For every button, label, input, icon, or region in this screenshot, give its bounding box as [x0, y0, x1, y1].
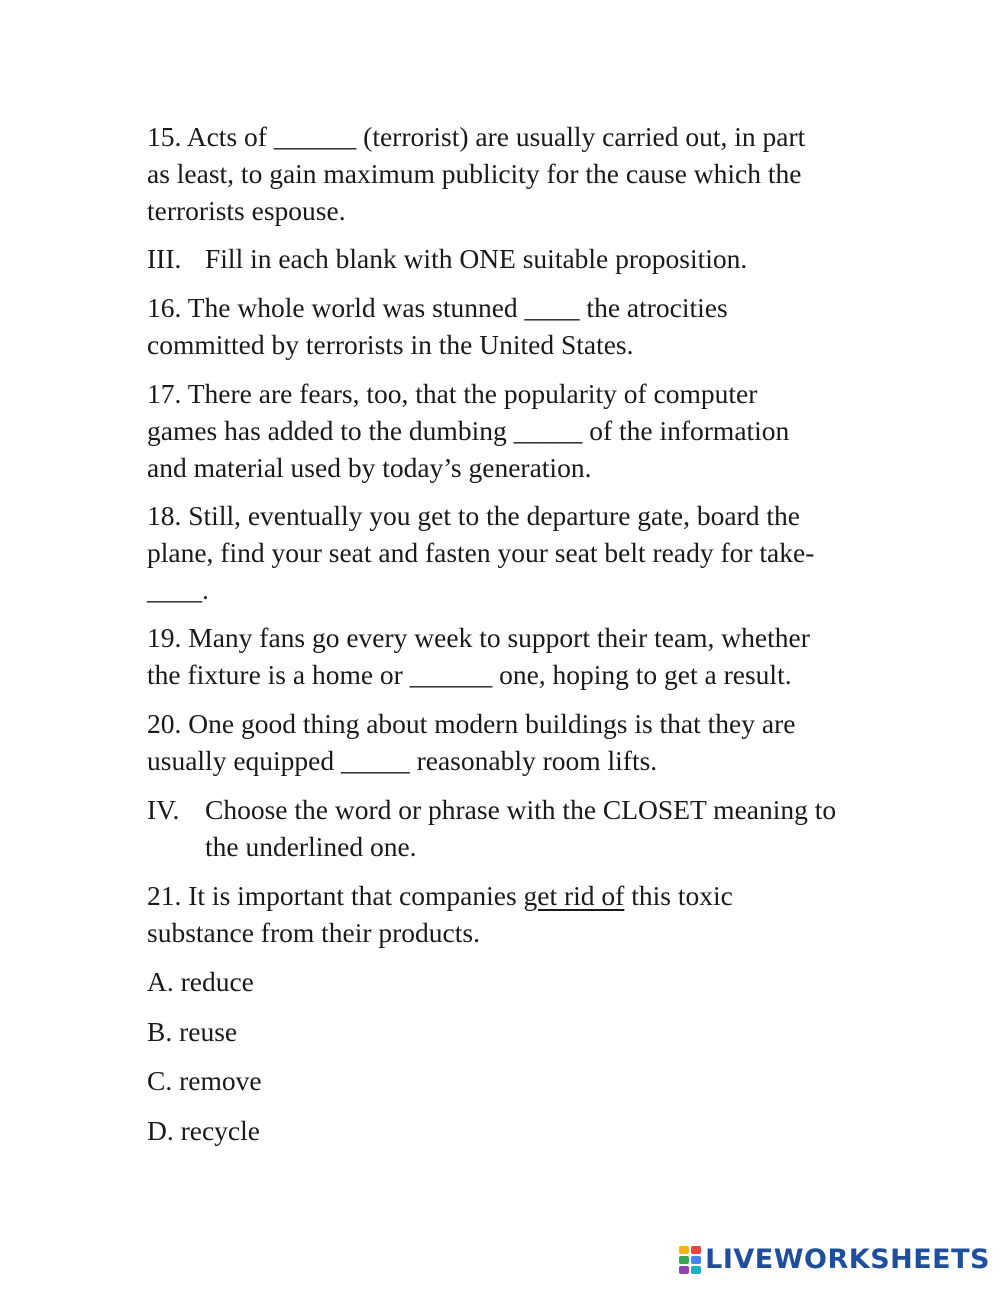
- question-17: [147, 375, 887, 486]
- question-17-line: 17. There are fears, too, that the popularity of computer: [147, 378, 758, 409]
- question-21: [147, 877, 887, 951]
- section-4-text: Choose the word or phrase with the CLOSET meaning to: [205, 794, 837, 825]
- question-15-line: as least, to gain maximum publicity for the cause which the: [147, 158, 802, 189]
- question-16: [147, 289, 887, 363]
- question-21-text: 21. It is important that companies: [147, 880, 524, 911]
- section-3-text: Fill in each blank with ONE suitable proposition.: [205, 243, 748, 274]
- question-18: [147, 497, 887, 608]
- liveworksheets-logo[interactable]: [679, 1243, 990, 1277]
- question-17-line: games has added to the dumbing _____ of the information: [147, 415, 790, 446]
- question-20: [147, 705, 887, 779]
- option-b[interactable]: B. reuse: [147, 1016, 238, 1047]
- section-4-text: the underlined one.: [205, 831, 417, 862]
- question-21-text: this toxic: [624, 880, 733, 911]
- question-16-line: committed by terrorists in the United States.: [147, 329, 634, 360]
- logo-block-icon: [679, 1256, 689, 1264]
- question-18-line: plane, find your seat and fasten your seat belt ready for take-: [147, 537, 815, 568]
- question-20-line: usually equipped _____ reasonably room lifts.: [147, 745, 658, 776]
- question-18-line: ____.: [147, 574, 209, 605]
- question-15-line: 15. Acts of ______ (terrorist) are usually carried out, in part: [147, 121, 806, 152]
- option-a[interactable]: A. reduce: [147, 966, 254, 997]
- liveworksheets-logo-icon: [679, 1246, 701, 1274]
- question-19: [147, 619, 887, 693]
- underlined-phrase: get rid of: [523, 880, 625, 911]
- section-4-number: IV.: [147, 794, 180, 825]
- option-c[interactable]: C. remove: [147, 1065, 262, 1096]
- logo-block-icon: [691, 1246, 701, 1254]
- logo-block-icon: [679, 1246, 689, 1254]
- question-19-line: the fixture is a home or ______ one, hoping to get a result.: [147, 659, 792, 690]
- logo-text: LIVEWORKSHEETS: [705, 1244, 990, 1275]
- option-d[interactable]: D. recycle: [147, 1115, 260, 1146]
- section-3-number: III.: [147, 243, 182, 274]
- question-17-line: and material used by today’s generation.: [147, 452, 592, 483]
- section-4-heading: [147, 791, 887, 865]
- section-3-heading: [147, 240, 887, 277]
- question-15-line: terrorists espouse.: [147, 195, 346, 226]
- question-15: [147, 118, 887, 229]
- logo-block-icon: [679, 1266, 689, 1274]
- question-16-line: 16. The whole world was stunned ____ the atrocities: [147, 292, 728, 323]
- question-18-line: 18. Still, eventually you get to the departure gate, board the: [147, 500, 800, 531]
- question-19-line: 19. Many fans go every week to support their team, whether: [147, 622, 810, 653]
- logo-block-icon: [691, 1256, 701, 1264]
- question-21-line: substance from their products.: [147, 917, 480, 948]
- logo-block-icon: [691, 1266, 701, 1274]
- question-20-line: 20. One good thing about modern buildings is that they are: [147, 708, 796, 739]
